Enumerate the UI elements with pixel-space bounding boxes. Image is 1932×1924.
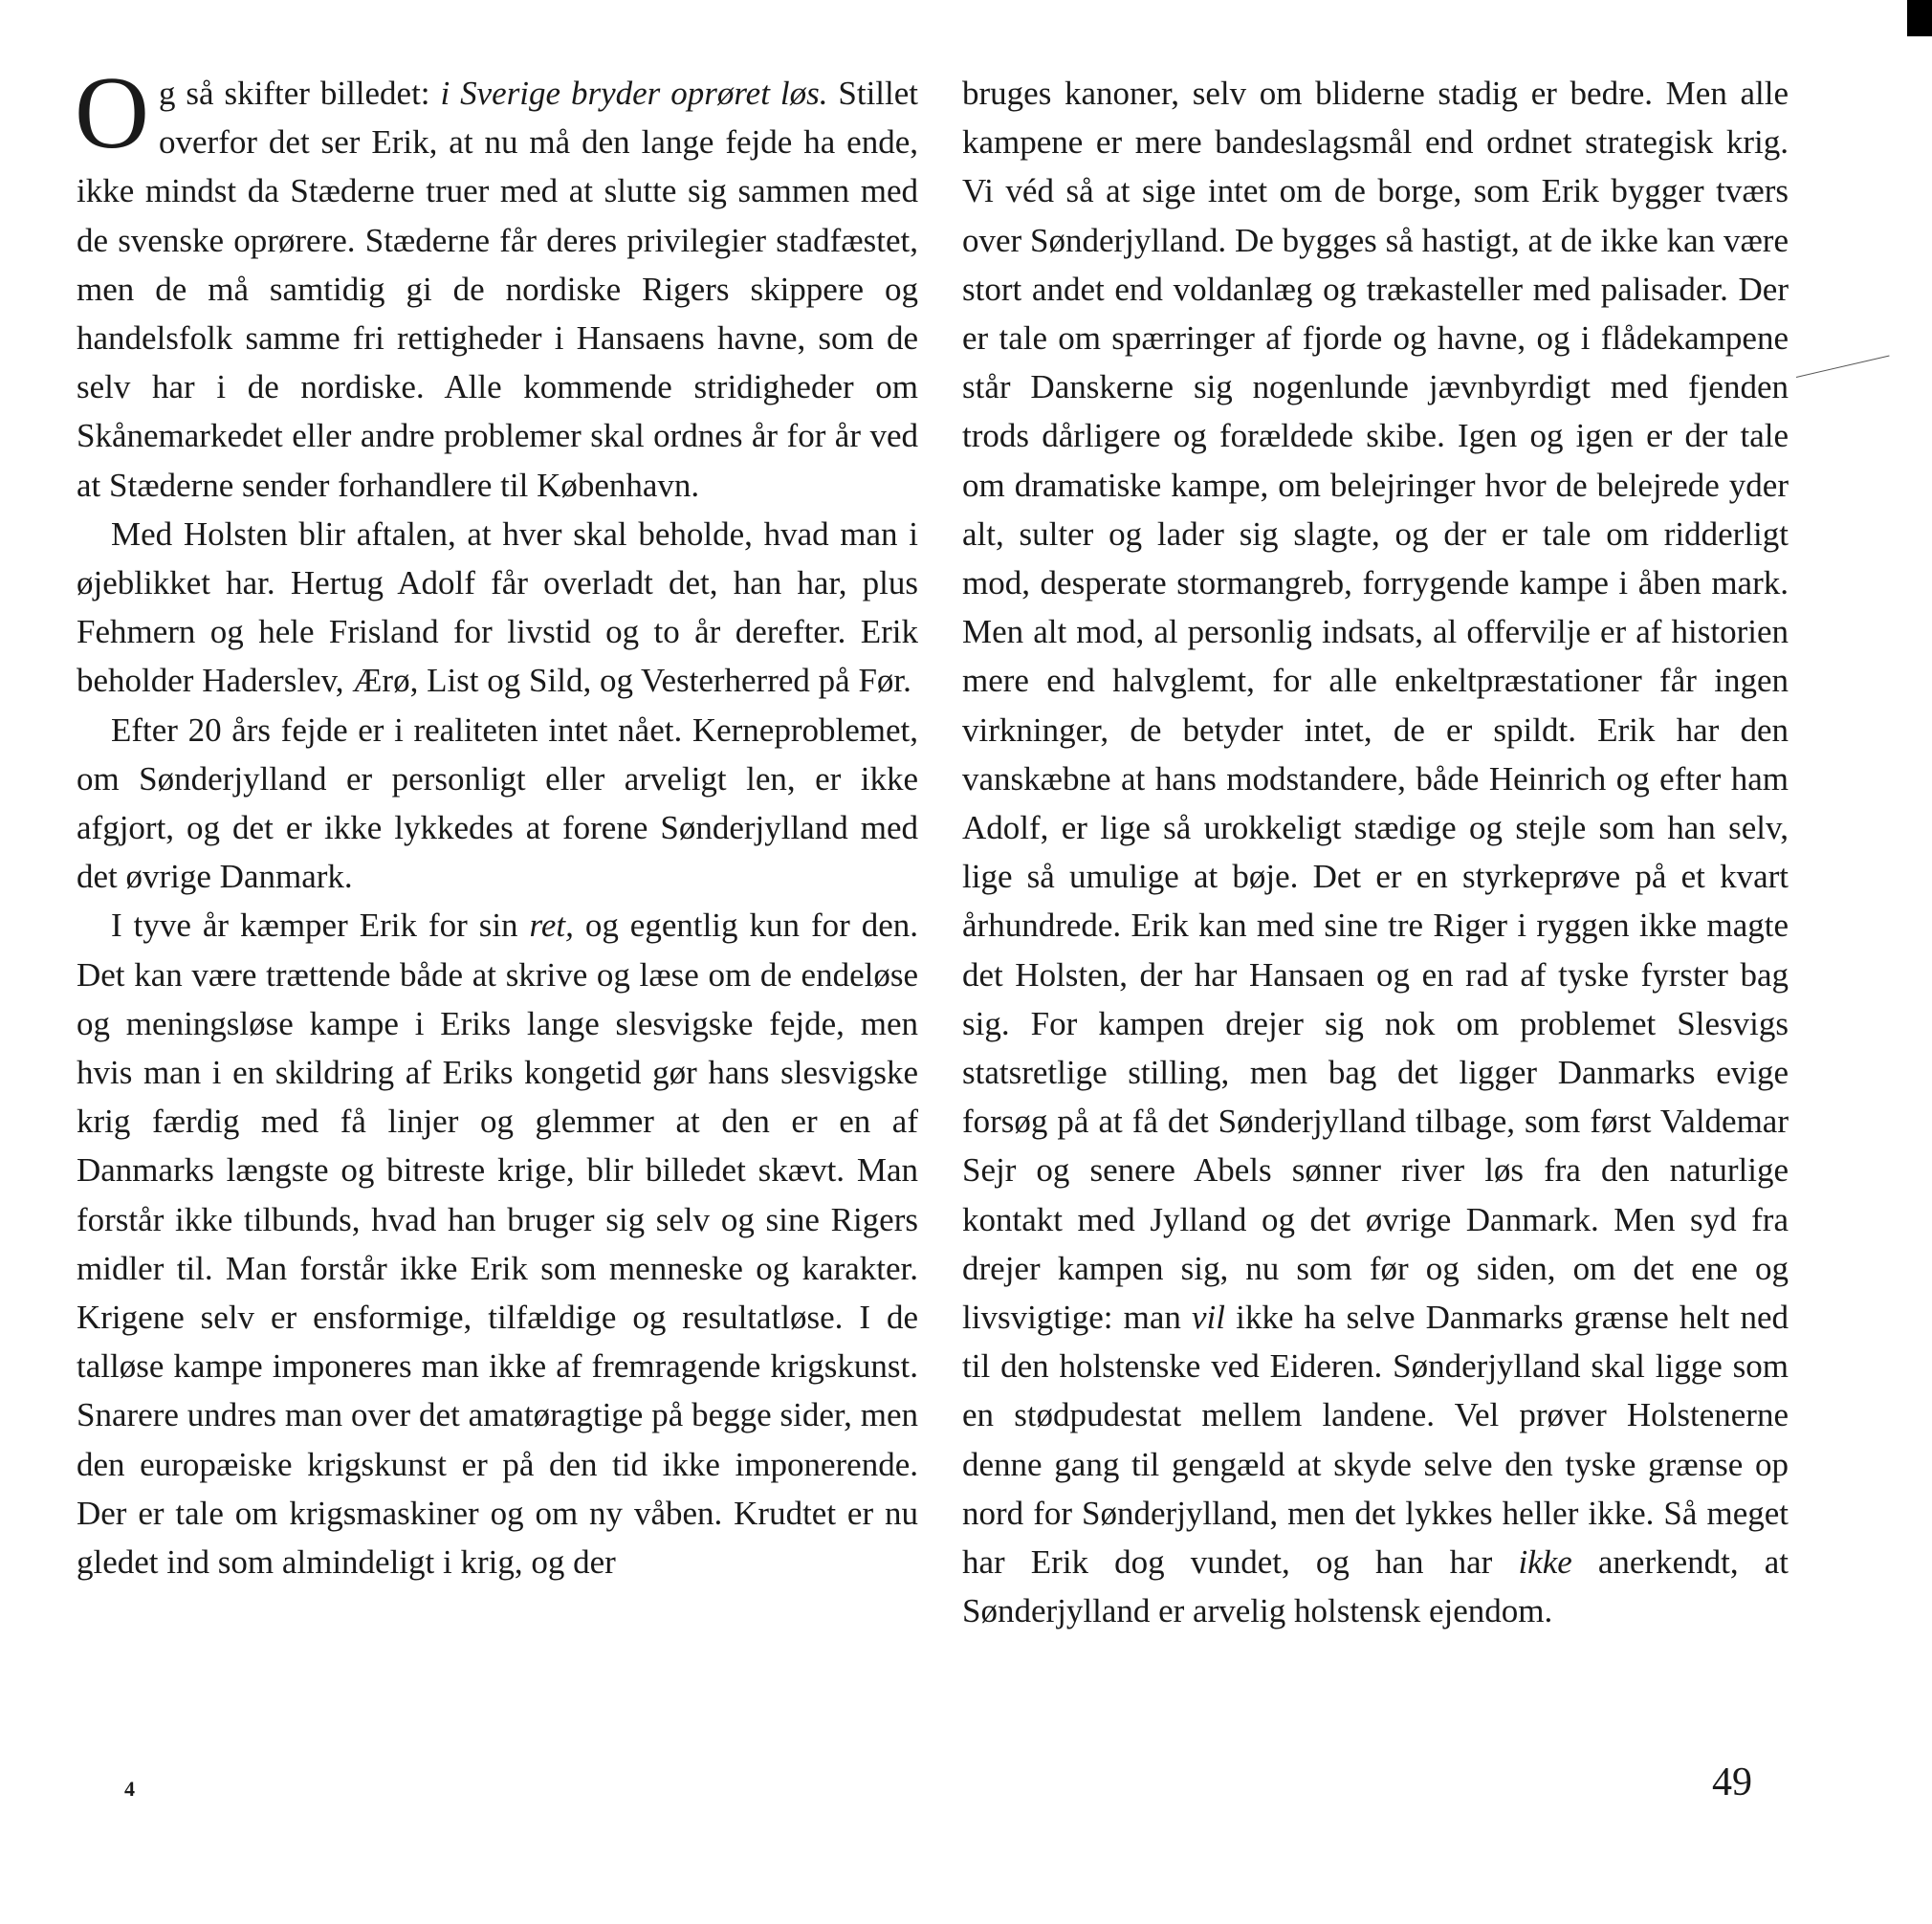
paragraph-4-rest: og egentlig kun for den. Det kan være trættende både at skrive og læse om de endeløse og meningsløse kampe i Eriks lange slesvigske fejde, men hvis man i en skildring af Eriks kongetid gør hans slesvigske krig færdig med få linjer og glemmer at den er en af Danmarks længste og bitreste krige, blir billedet skævt. Man forstår ikke tilbunds, hvad han bruger sig selv og sine Rigers midler til. Man forstår ikke Erik som menneske og karakter. Krigene selv er ensformige, tilfældige og resultatløse. I de talløse kampe imponeres man ikke af fremragende krigskunst. Snarere undres man over det amatøragtige på begge sider, men den europæiske krigskunst er på den tid ikke imponerende. Der er tale om krigsmaskiner og om ny våben. Krudtet er nu gledet ind som almindeligt i krig, og der <box>77 907 919 1582</box>
paragraph-1-start: g så skifter billedet: <box>159 75 441 112</box>
paragraph-5-italic-ikke: ikke <box>1518 1543 1572 1582</box>
paragraph-1-rest: Stillet overfor det ser Erik, at nu må den lange fejde ha ende, ikke mindst da Stæderne truer med at slutte sig sammen med de svenske oprørere. Stæderne får deres privilegier stadfæstet, men de må samtidig gi de nordiske Rigers skippere og handelsfolk samme fri rettigheder i Hansaens havne, som de selv har i de nordiske. Alle kommende stridigheder om Skånemarkedet eller andre problemer skal ordnes år for år ved at Stæderne sender forhandlere til København. <box>77 75 918 504</box>
paragraph-3: Efter 20 års fejde er i realiteten intet nået. Kerneproblemet, om Sønderjylland er personligt eller arveligt len, er ikke afgjort, og det er ikke lykkedes at forene Sønderjylland med det øvrige Danmark. <box>77 711 918 896</box>
paragraph-4 <box>77 901 918 1586</box>
paragraph-5-italic-vil: vil <box>1192 1299 1225 1337</box>
page-number: 49 <box>1712 1760 1752 1804</box>
right-text-column <box>962 69 1789 1636</box>
scan-corner-mark <box>1907 0 1932 36</box>
paragraph-1-italic: i Sverige bryder oprøret løs. <box>440 75 828 112</box>
paragraph-1 <box>75 56 918 510</box>
margin-pencil-stroke <box>1796 356 1890 378</box>
paragraph-5-middle: ikke ha selve Danmarks grænse helt ned til den holstenske ved Eideren. Sønderjylland skal ligge som en stødpudestat mellem landene. Vel prøver Holstenerne denne gang til gengæld at skyde selve den tyske grænse op nord for Sønderjylland, men det lykkes heller ikke. Så meget har Erik dog vundet, og han har <box>962 1299 1789 1582</box>
paragraph-4-italic: ret, <box>529 907 574 945</box>
drop-cap: O <box>75 56 149 170</box>
paragraph-5-start: bruges kanoner, selv om bliderne stadig er bedre. Men alle kampene er mere bandeslagsmål end ordnet strategisk krig. Vi véd så at sige intet om de borge, som Erik bygger tværs over Sønderjylland. De bygges så hastigt, at de ikke kan være stort andet end voldanlæg og trækasteller med palisader. Der er tale om spærringer af fjorde og havne, og i flådekampene står Danskerne sig nogenlunde jævnbyrdigt med fjenden trods dårligere og forældede skibe. Igen og igen er der tale om dramatiske kampe, om belejringer hvor de belejrede yder alt, sulter og lader sig slagte, og der er tale om ridderligt mod, desperate stormangreb, forrygende kampe i åben mark. Men alt mod, al personlig indsats, al offervilje er af historien mere end halvglemt, for alle enkeltpræstationer får ingen virkninger, de betyder intet, de er spildt. Erik har den vanskæbne at hans modstandere, både Heinrich og efter ham Adolf, er lige så urokkeligt stædige og stejle som han selv, lige så umulige at bøje. Det er en styrkeprøve på et kvart århundrede. Erik kan med sine tre Riger i ryggen ikke magte det Holsten, der har Hansaen og en rad af tyske fyrster bag sig. For kampen drejer sig nok om problemet Slesvigs statsretlige stilling, men bag det ligger Danmarks evige forsøg på at få det Sønderjylland tilbage, som først Valdemar Sejr og senere Abels sønner river løs fra den naturlige kontakt med Jylland og det øvrige Danmark. Men syd fra drejer kampen sig, nu som før og siden, om det ene og livsvigtige: man <box>962 75 1789 1337</box>
paragraph-4-start: I tyve år kæmper Erik for sin <box>111 907 530 945</box>
paragraph-5-end: anerkendt, at Sønderjylland er arvelig holstensk ejendom. <box>962 1543 1789 1630</box>
paragraph-2: Med Holsten blir aftalen, at hver skal beholde, hvad man i øjeblikket har. Hertug Adolf får overladt det, han har, plus Fehmern og hele Frisland for livstid og to år derefter. Erik beholder Haderslev, Ærø, List og Sild, og Vesterherred på Før. <box>77 514 918 700</box>
signature-mark: 4 <box>124 1777 135 1801</box>
paragraph-5 <box>962 69 1789 1636</box>
left-text-column <box>75 56 919 1586</box>
